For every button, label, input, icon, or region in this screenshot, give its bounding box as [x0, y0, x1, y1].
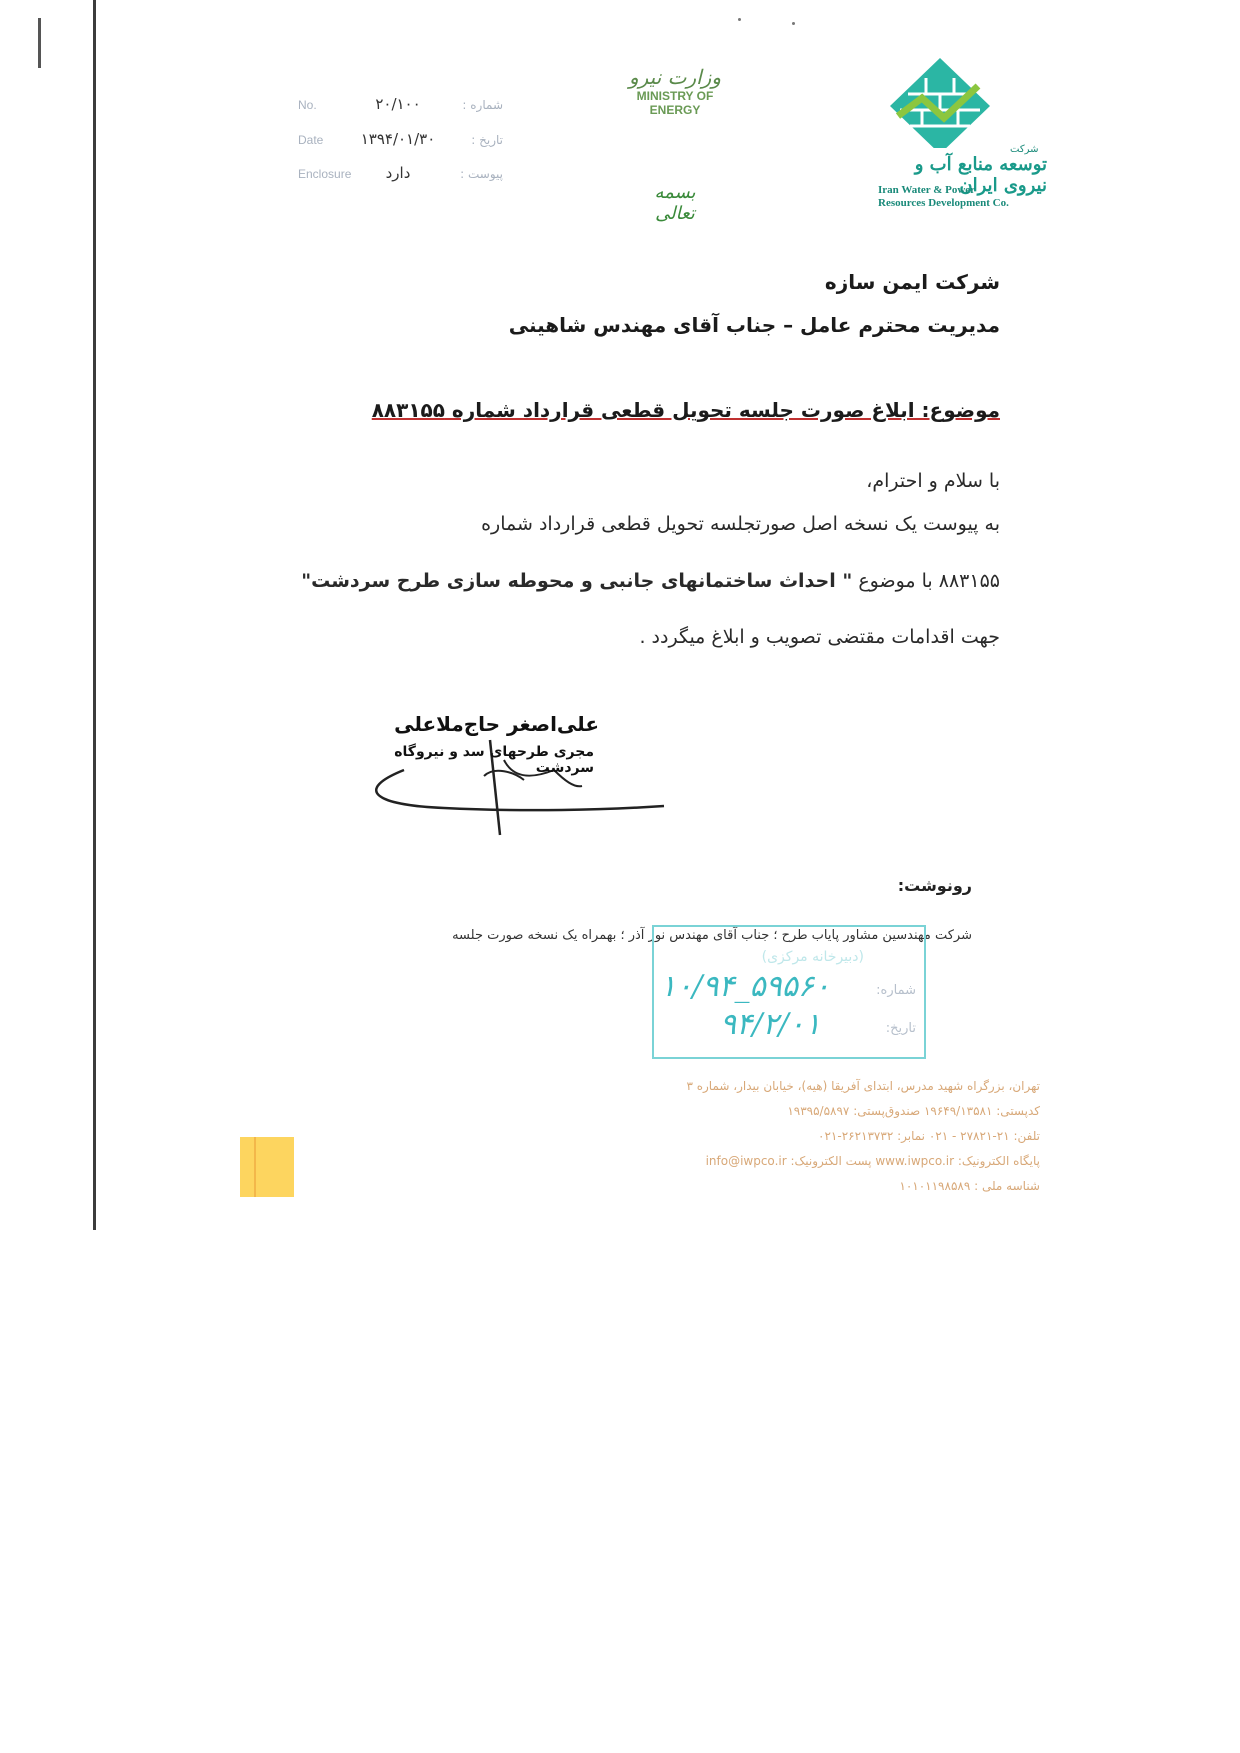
project-topic: " احداث ساختمانهای جانبی و محوطه سازی طرح سردشت" — [301, 570, 853, 592]
sticky-note — [240, 1137, 294, 1197]
enclosure-value: دارد — [385, 164, 411, 182]
stamp-office: (دبیرخانه مرکزی) — [761, 949, 864, 965]
scan-edge-mark — [38, 18, 41, 68]
letter-number: ۲۰/۱۰۰ — [375, 95, 421, 113]
footer-national-id: شناسه ملی : ۱۰۱۰۱۱۹۸۵۸۹ — [899, 1179, 1040, 1193]
contract-number: ۸۸۳۱۵۵ — [938, 570, 1000, 592]
stamp-date-label: تاریخ: — [885, 1021, 916, 1036]
company-prefix: شرکت — [1010, 144, 1039, 155]
ministry-name-en-1: MINISTRY OF — [636, 89, 714, 103]
company-logo-icon — [878, 58, 1068, 148]
scan-dot — [738, 18, 741, 21]
bismillah: بسمه تعالی — [654, 182, 696, 224]
signatory-title: مجری طرحهای سد و نیروگاه سردشت — [394, 744, 594, 776]
enclosure-row — [298, 164, 503, 189]
footer-postal: کدپستی: ۱۹۶۴۹/۱۳۵۸۱ صندوق‌پستی: ۱۹۳۹۵/۵۸۹۷ — [787, 1104, 1040, 1118]
company-name-en-1: Iran Water & Power — [878, 184, 976, 196]
body-line-1: به پیوست یک نسخه اصل صورتجلسه تحویل قطعی قرارداد شماره — [481, 513, 1000, 535]
subject-text: موضوع: ابلاغ صورت جلسه تحویل قطعی قرارداد شماره ۸۸۳۱۵۵ — [371, 398, 1000, 422]
number-label-en: No. — [298, 98, 317, 112]
signature-block — [364, 700, 704, 840]
recipient-company: شرکت ایمن سازه — [824, 270, 1000, 294]
letter-subject — [300, 398, 1000, 422]
enclosure-label-fa: پیوست : — [460, 167, 503, 181]
scan-edge-line — [93, 0, 96, 1230]
greeting: با سلام و احترام، — [866, 470, 1000, 492]
company-name-fa: توسعه منابع آب و نیروی ایران — [914, 154, 1047, 196]
footer-web: پایگاه الکترونیک: www.iwpco.ir پست الکترونیک: info@iwpco.ir — [705, 1154, 1040, 1168]
ministry-name-en-2: ENERGY — [649, 103, 701, 117]
body-line-2-mid: با موضوع — [858, 570, 933, 592]
recipient-person: مدیریت محترم عامل – جناب آقای مهندس شاهینی — [508, 313, 1000, 337]
body-line-3: جهت اقدامات مقتضی تصویب و ابلاغ میگردد . — [639, 626, 1000, 648]
cc-line: شرکت مهندسین مشاور پایاب طرح ؛ جناب آقای مهندس نور آذر ؛ بهمراه یک نسخه صورت جلسه — [452, 928, 972, 943]
footer-address: تهران، بزرگراه شهید مدرس، ابتدای آفریقا (هیه)، خیابان بیدار، شماره ۳ — [686, 1079, 1040, 1093]
body-line-2 — [300, 570, 1000, 592]
signatory-name: علی‌اصغر حاج‌ملاعلی — [394, 712, 599, 736]
sticky-note-fold — [254, 1137, 256, 1197]
number-label-fa: شماره : — [462, 98, 503, 112]
date-label-en: Date — [298, 133, 324, 147]
letter-number-row — [298, 95, 503, 120]
letter-date: ۱۳۹۴/۰۱/۳۰ — [360, 130, 436, 148]
stamp-number-label: شماره: — [876, 983, 916, 998]
ministry-name-fa: وزارت نیرو — [628, 65, 721, 89]
footer-phone: تلفن: ۲۱-۲۷۸۲۱ - ۰۲۱ نمابر: ۲۶۲۱۳۷۳۲-۰۲۱ — [818, 1129, 1040, 1143]
ministry-block — [610, 65, 740, 117]
scan-dot — [792, 22, 795, 25]
letter-date-row — [298, 130, 503, 155]
company-logo — [878, 58, 1068, 152]
registry-stamp — [652, 925, 926, 1059]
company-name-en-2: Resources Development Co. — [878, 197, 1009, 209]
stamp-number: ۱۰/۹۴_۵۹۵۶۰ — [660, 969, 831, 1004]
date-label-fa: تاریخ : — [471, 133, 503, 147]
enclosure-label-en: Enclosure — [298, 167, 352, 181]
stamp-date: ۹۴/۲/۰۱ — [720, 1007, 821, 1042]
company-name-en — [878, 184, 1009, 210]
cc-label: رونوشت: — [897, 876, 972, 895]
